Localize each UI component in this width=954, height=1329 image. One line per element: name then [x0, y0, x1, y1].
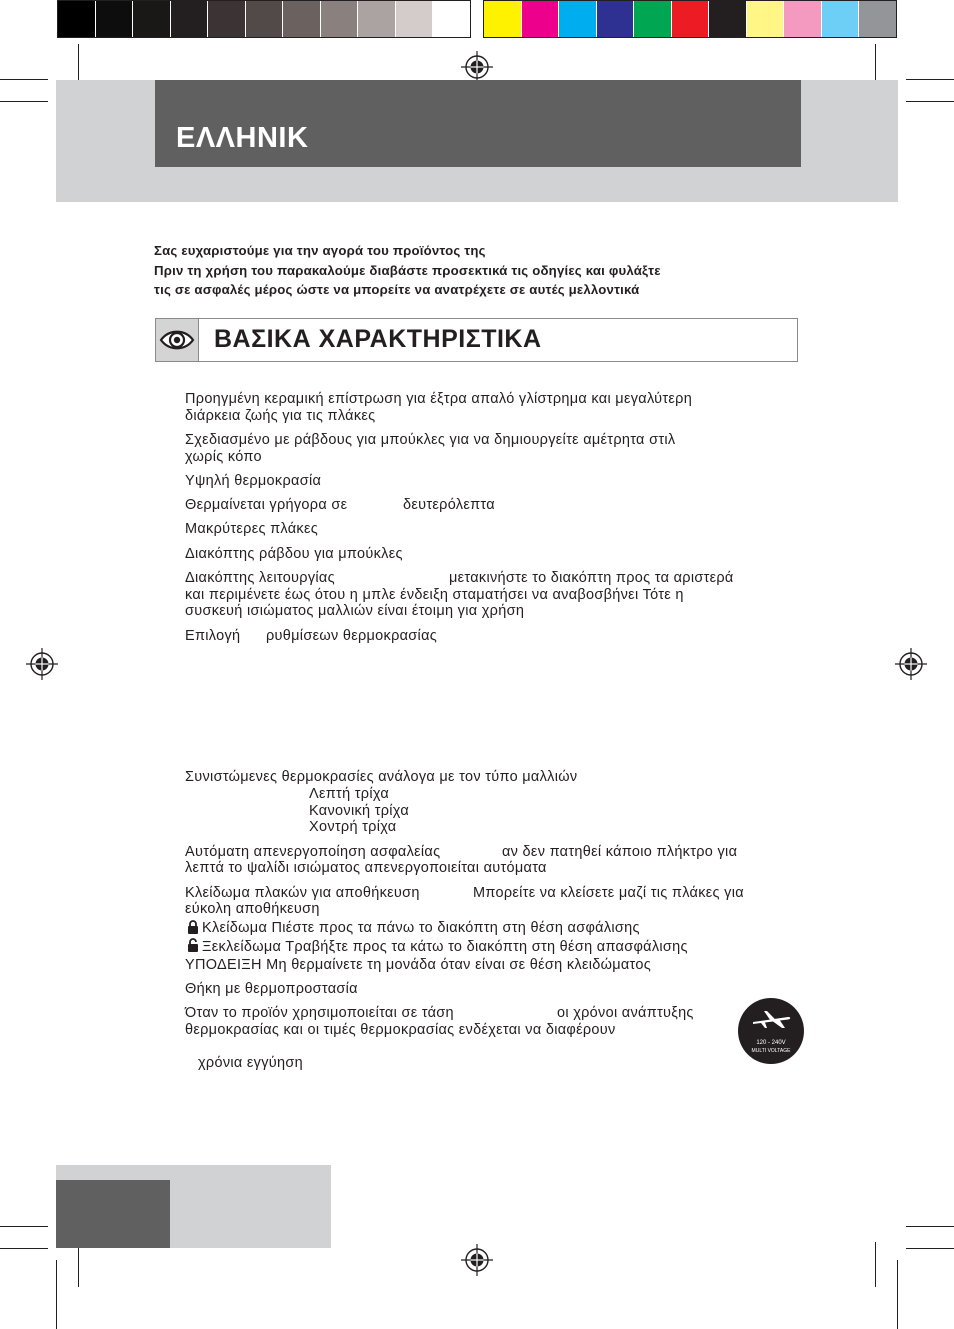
grayscale-bar	[57, 0, 471, 38]
hair-type-item: Χοντρή τρίχα	[309, 819, 397, 835]
page-title: ΕΛΛΗΝΙΚ	[176, 122, 309, 154]
multi-voltage-badge	[738, 998, 804, 1064]
registration-mark-icon	[461, 51, 493, 83]
feature-text: εύκολη αποθήκευση	[185, 901, 320, 917]
feature-text: Διακόπτης λειτουργίας	[185, 570, 335, 586]
crop-mark	[56, 1260, 57, 1329]
crop-mark	[906, 79, 954, 80]
badge-multivoltage-label: MULTI VOLTAGE	[751, 1048, 791, 1054]
lock-icon	[187, 920, 199, 934]
feature-text: λεπτά το ψαλίδι ισιώματος απενεργοποιείται αυτόματα	[185, 860, 547, 876]
crop-mark	[0, 1226, 48, 1227]
crop-mark	[906, 1248, 954, 1249]
unlock-instruction: Ξεκλείδωμα Τραβήξτε προς τα κάτω το διακόπτη στη θέση απασφάλισης	[202, 939, 688, 955]
color-swatch	[859, 1, 896, 37]
color-swatch	[58, 1, 96, 37]
note-text: ΥΠΟΔΕΙΞΗ Μη θερμαίνετε τη μονάδα όταν είναι σε θέση κλειδώματος	[185, 957, 652, 973]
crop-mark	[0, 101, 48, 102]
warranty-text: χρόνια εγγύηση	[198, 1055, 303, 1071]
color-swatch	[283, 1, 321, 37]
feature-text: Θερμαίνεται γρήγορα σε	[185, 497, 348, 513]
color-swatch	[634, 1, 672, 37]
color-swatch	[822, 1, 860, 37]
feature-text: Μακρύτερες πλάκες	[185, 521, 319, 537]
feature-text: Θήκη με θερμοπροστασία	[185, 981, 358, 997]
feature-text: Υψηλή θερμοκρασία	[185, 473, 322, 489]
airplane-icon	[750, 1006, 792, 1038]
feature-text: Επιλογή	[185, 628, 241, 644]
feature-text: αν δεν πατηθεί κάποιο πλήκτρο για	[502, 844, 738, 860]
feature-text: Συνιστώμενες θερμοκρασίες ανάλογα με τον τύπο μαλλιών	[185, 769, 578, 785]
feature-text: διάρκεια ζωής για τις πλάκες	[185, 408, 376, 424]
crop-mark	[897, 1260, 898, 1329]
color-swatch	[208, 1, 246, 37]
feature-text: χωρίς κόπο	[185, 449, 262, 465]
crop-mark	[0, 1248, 48, 1249]
registration-mark-icon	[26, 648, 58, 680]
feature-text: Μπορείτε να κλείσετε μαζί τις πλάκες για	[473, 885, 744, 901]
color-swatch	[246, 1, 284, 37]
feature-text: μετακινήστε το διακόπτη προς τα αριστερά	[449, 570, 734, 586]
feature-text: δευτερόλεπτα	[403, 497, 495, 513]
feature-text: θερμοκρασίας και οι τιμές θερμοκρασίας ενδέχεται να διαφέρουν	[185, 1022, 616, 1038]
color-swatch	[597, 1, 635, 37]
crop-mark	[906, 101, 954, 102]
color-swatch	[784, 1, 822, 37]
crop-mark	[906, 1226, 954, 1227]
feature-text: συσκευή ισιώματος μαλλιών είναι έτοιμη για χρήση	[185, 603, 525, 619]
color-swatch	[559, 1, 597, 37]
feature-text: Σχεδιασμένο με ράβδους για μπούκλες για να δημιουργείτε αμέτρητα στιλ	[185, 432, 676, 448]
feature-text: και περιμένετε έως ότου η μπλε ένδειξη σταματήσει να αναβοσβήνει Τότε η	[185, 587, 684, 603]
color-swatch	[672, 1, 710, 37]
color-bar	[483, 0, 897, 38]
color-swatch	[747, 1, 785, 37]
color-swatch	[433, 1, 470, 37]
feature-text: Όταν το προϊόν χρησιμοποιείται σε τάση	[185, 1005, 454, 1021]
intro-text	[154, 241, 814, 300]
feature-text: Προηγμένη κεραμική επίστρωση για έξτρα απαλό γλίστρημα και μεγαλύτερη	[185, 391, 693, 407]
color-swatch	[133, 1, 171, 37]
lock-instruction: Κλείδωμα Πιέστε προς τα πάνω το διακόπτη στη θέση ασφάλισης	[202, 920, 640, 936]
hair-type-item: Κανονική τρίχα	[309, 803, 410, 819]
color-swatch	[522, 1, 560, 37]
feature-text: Κλείδωμα πλακών για αποθήκευση	[185, 885, 420, 901]
color-swatch	[96, 1, 134, 37]
registration-mark-icon	[461, 1244, 493, 1276]
feature-text: Αυτόματη απενεργοποίηση ασφαλείας	[185, 844, 441, 860]
crop-mark	[875, 1242, 876, 1287]
color-swatch	[321, 1, 359, 37]
eye-icon	[155, 318, 199, 362]
feature-text: Διακόπτης ράβδου για μπούκλες	[185, 546, 403, 562]
color-swatch	[358, 1, 396, 37]
intro-line: Πριν τη χρήση του παρακαλούμε διαβάστε προσεκτικά τις οδηγίες και φυλάξτε	[154, 262, 661, 278]
registration-mark-icon	[895, 648, 927, 680]
section-title: ΒΑΣΙΚΑ ΧΑΡΑΚΤΗΡΙΣΤΙΚΑ	[214, 325, 542, 353]
intro-line: Σας ευχαριστούμε για την αγορά του προϊόντος της	[154, 243, 486, 258]
color-swatch	[484, 1, 522, 37]
hair-type-item: Λεπτή τρίχα	[309, 786, 390, 802]
intro-line: τις σε ασφαλές μέρος ώστε να μπορείτε να ανατρέχετε σε αυτές μελλοντικά	[154, 282, 640, 297]
feature-text: ρυθμίσεων θερμοκρασίας	[266, 628, 438, 644]
badge-voltage-label: 120 - 240V	[756, 1040, 786, 1046]
footer-page-tab	[56, 1180, 170, 1248]
color-swatch	[396, 1, 434, 37]
color-swatch	[171, 1, 209, 37]
unlock-icon	[187, 938, 199, 952]
feature-text: οι χρόνοι ανάπτυξης	[557, 1005, 694, 1021]
color-swatch	[709, 1, 747, 37]
crop-mark	[78, 1242, 79, 1287]
crop-mark	[0, 79, 48, 80]
